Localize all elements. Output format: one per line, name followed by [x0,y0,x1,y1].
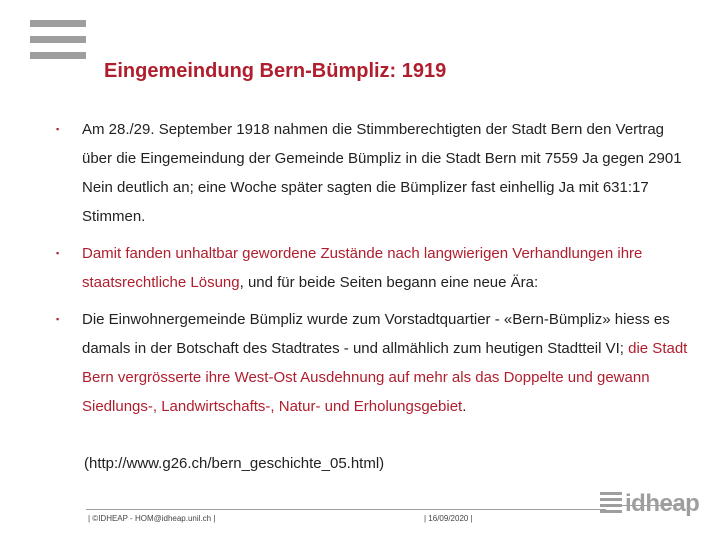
bullet-text-highlight: Damit fanden unhaltbar gewordene Zustände nach langwierigen Verhandlungen ihre staatsrechtliche Lösung [82,245,643,291]
bullet-text [82,239,696,297]
logo-bars-icon [30,20,86,68]
bullet-item [56,115,696,231]
bullet-text-plain: , und für beide Seiten begann eine neue Ära: [239,274,539,291]
bullet-item [56,305,696,421]
bullet-text-plain: Die Einwohnergemeinde Bümpliz wurde zum Vorstadtquartier - «Bern-Bümpliz» hiess es damals in der Botschaft des Stadtrates - und allmählich zum heutigen Stadtteil VI; [82,311,670,357]
logo-bars-small-icon [600,492,622,516]
bullet-text-highlight: die Stadt Bern vergrösserte ihre West-Ost Ausdehnung auf mehr als das Doppelte und gewann Siedlungs-, Landwirtschafts-, Natur- und Erholungsgebiet [82,340,688,415]
bullet-text [82,305,696,421]
bullet-text-end: . [462,398,467,415]
bullet-item [56,239,696,297]
bullet-text-plain: Am 28./29. September 1918 nahmen die Stimmberechtigten der Stadt Bern den Vertrag über die Eingemeindung der Gemeinde Bümpliz in die Stadt Bern mit 7559 Ja gegen 2901 Nein deutlich an; eine Woche später sagten die Bümplizer fast einhellig Ja mit 631:17 Stimmen. [82,121,682,225]
footer-copyright: | ©IDHEAP - HOM@idheap.unil.ch | [88,514,216,523]
bullet-marker: ▪ [56,248,60,258]
footer-date: | 16/09/2020 | [424,514,473,523]
footer-divider [86,509,606,510]
brand-name: idheap [625,490,700,517]
idheap-logo [600,490,699,518]
bullet-text [82,115,696,231]
slide-title: Eingemeindung Bern-Bümpliz: 1919 [104,60,447,82]
bullet-marker: ▪ [56,124,60,134]
source-citation: (http://www.g26.ch/bern_geschichte_05.html) [84,455,385,472]
slide-content [56,115,696,429]
bullet-marker: ▪ [56,314,60,324]
